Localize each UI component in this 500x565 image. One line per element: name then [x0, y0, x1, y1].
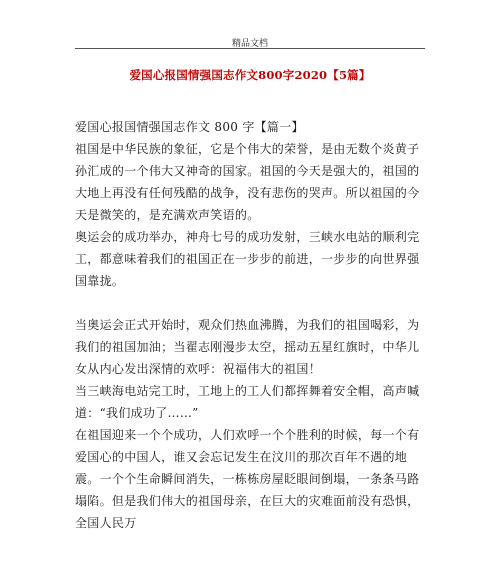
- paragraph-gap: [75, 292, 427, 314]
- paragraph: 当三峡海电站完工时，工地上的工人们都挥舞着安全帽，高声喊道：“我们成功了……”: [75, 384, 420, 420]
- header-divider: [75, 48, 425, 49]
- paragraph: 当奥运会正式开始时，观众们热血沸腾，为我们的祖国喝彩，为我们的祖国加油；当翟志刚漫步太空，摇动五星红旗时，中华儿女从内心发出深情的欢呼：祝福伟大的祖国！: [75, 318, 420, 376]
- section-heading: 爱国心报国情强国志作文 800 字【篇一】: [75, 120, 304, 134]
- paragraph: 在祖国迎来一个个成功，人们欢呼一个个胜利的时候，每一个有爱国心的中国人，谁又会忘记发生在汶川的那次百年不遇的地震。一个个生命瞬间消失，一栋栋房屋眨眼间倒塌，一条条马路塌陷。但是我们伟大的祖国母亲，在巨大的灾难面前没有恐惧，全国人民万: [75, 428, 420, 530]
- document-body: [75, 116, 427, 534]
- paragraph: 祖国是中华民族的象征，它是个伟大的荣誉，是由无数个炎黄子孙汇成的一个伟大又神奇的国家。祖国的今天是强大的，祖国的大地上再没有任何残酷的战争，没有悲伤的哭声。所以祖国的今天是微笑的，是充满欢声笑语的。: [75, 142, 420, 222]
- document-title: 爱国心报国情强国志作文800字2020【5篇】: [129, 68, 371, 82]
- page-header-label: 精品文档: [231, 39, 268, 49]
- paragraph: 奥运会的成功举办，神舟七号的成功发射，三峡水电站的顺利完工，都意味着我们的祖国正在一步步的前进，一步步的向世界强国靠拢。: [75, 230, 420, 288]
